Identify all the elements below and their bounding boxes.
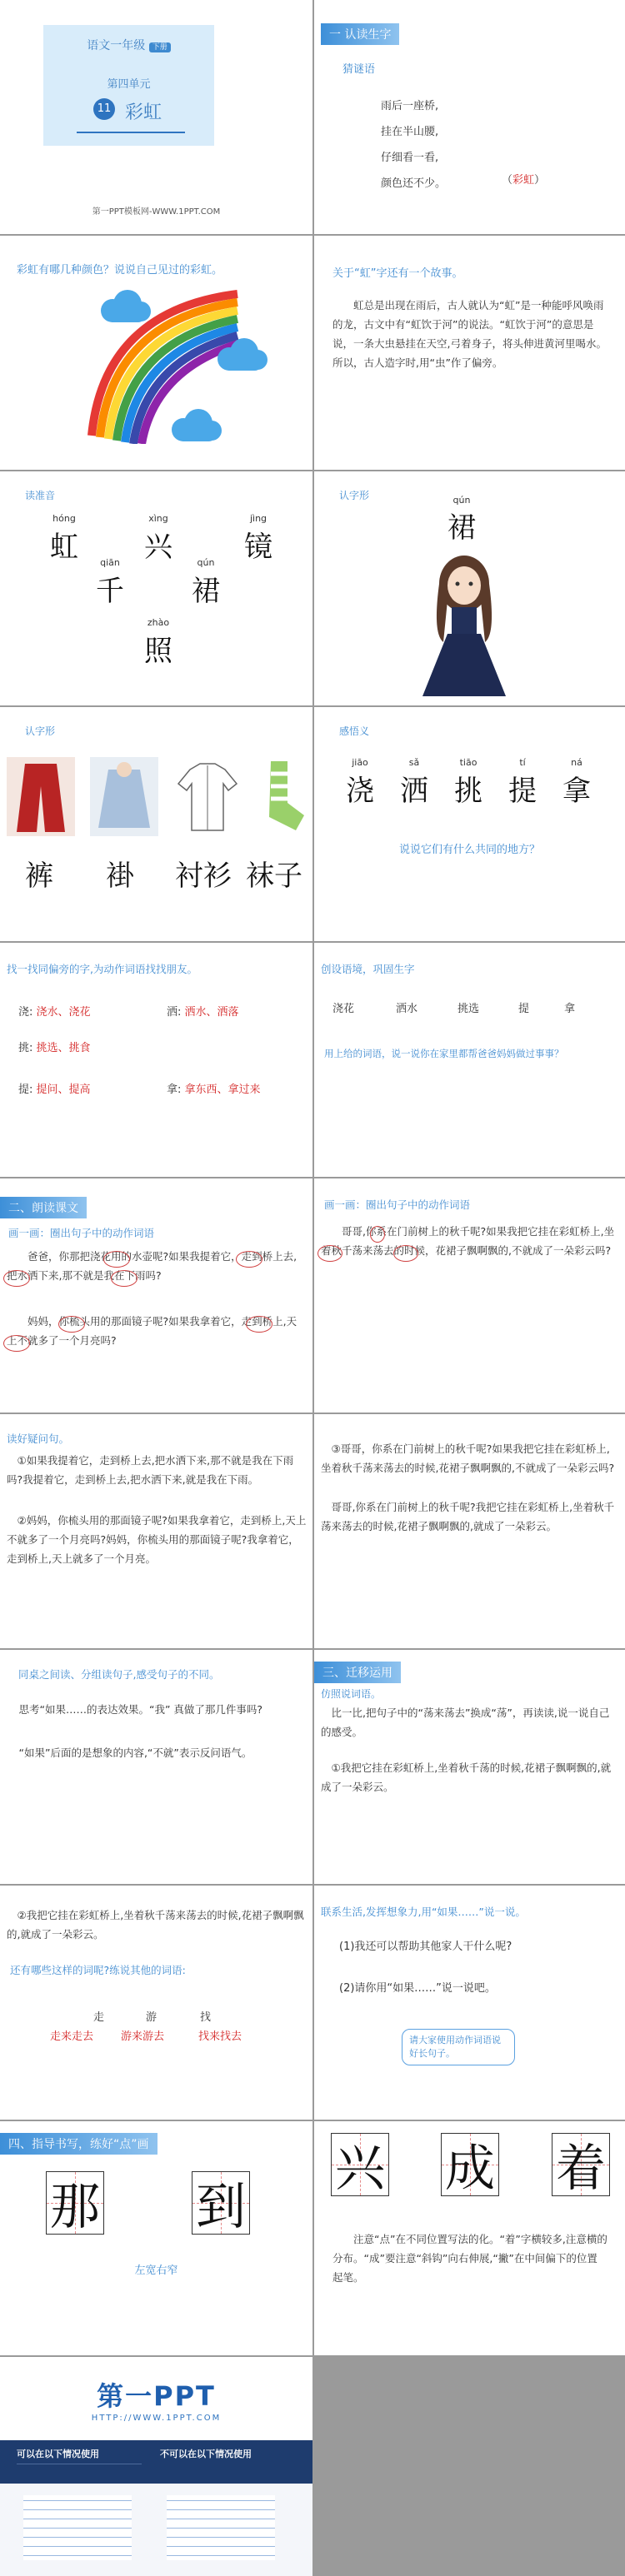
title-underline bbox=[77, 132, 185, 133]
char-card: qún 裙 bbox=[192, 557, 220, 608]
slide-word-practice bbox=[0, 1886, 312, 2120]
brand-url[interactable]: HTTP://WWW.1PPT.COM bbox=[91, 2414, 222, 2423]
disallowed-heading: 不可以在以下情况使用 bbox=[160, 2449, 252, 2459]
cloud-icon bbox=[212, 336, 271, 373]
circle-mark bbox=[246, 1316, 272, 1333]
slide-reading bbox=[0, 1178, 312, 1413]
base-word: 找 bbox=[200, 2011, 212, 2024]
base-word: 游 bbox=[146, 2011, 158, 2024]
pants-image bbox=[7, 757, 75, 836]
char-card: tí 提 bbox=[508, 757, 537, 808]
site-footer: 第一PPT模板网-WWW.1PPT.COM bbox=[92, 207, 221, 217]
circle-mark bbox=[58, 1316, 85, 1333]
section-tag: 一 认读生字 bbox=[321, 23, 399, 45]
story-body: 虹总是出现在雨后，古人就认为“虹”是一种能呼风唤雨的龙，古文中有“虹饮于河”的说法。“虹饮于河”的意思是说，一条大虫悬挂在天空,弓着身子，将头伸进黄河里喝水。所以，古人造字时,用“虫”作了偏旁。 bbox=[332, 299, 607, 369]
slide-questions bbox=[0, 1414, 312, 1648]
slide-meaning bbox=[314, 707, 625, 941]
passage: 哥哥,你系在门前树上的秋千呢?如果我把它挂在彩虹桥上,坐着秋千荡来荡去的时候，花裙子飘啊飘的,不就成了一朵彩云吗? bbox=[321, 1225, 615, 1257]
grade-label: 语文一年级 bbox=[87, 39, 146, 52]
question-text: 彩虹有哪几种颜色？说说自己见过的彩虹。 bbox=[17, 264, 223, 277]
word: 浇花 bbox=[332, 1003, 355, 1015]
lesson-number: 11 bbox=[93, 98, 115, 120]
word-row: 提: 提问、提高 bbox=[18, 1084, 91, 1096]
slide-imagine bbox=[314, 1886, 625, 2120]
instruction: 画一画：圈出句子中的动作词语 bbox=[8, 1227, 155, 1239]
slide-questions-2 bbox=[314, 1414, 625, 1648]
slide-clothing bbox=[0, 707, 312, 941]
word-row: 挑: 挑选、挑食 bbox=[18, 1042, 91, 1054]
word-row: 洒: 洒水、洒落 bbox=[167, 1006, 239, 1019]
char-card: xìng 兴 bbox=[144, 513, 172, 564]
phrase: 游来游去 bbox=[121, 2030, 165, 2043]
jacket-image bbox=[90, 757, 158, 836]
slide-copyright bbox=[0, 2357, 312, 2576]
clothing-word: 衬衫 bbox=[175, 859, 232, 893]
char-card: qiān 千 bbox=[96, 557, 124, 608]
clothing-word: 裤 bbox=[25, 859, 53, 893]
char-card: jiāo 浇 bbox=[346, 757, 374, 808]
passage-1: ①如果我提着它，走到桥上去,把水洒下来,那不就是我在下雨吗?我提着它，走到桥上去,把水洒下来,就是我在下雨。 bbox=[7, 1454, 294, 1486]
slide-title: 认字形 bbox=[339, 490, 370, 501]
circle-mark bbox=[3, 1335, 30, 1352]
word: 提 bbox=[518, 1003, 530, 1015]
section-tag: 四、指导书写，练好“点”画 bbox=[0, 2133, 158, 2155]
socks-image bbox=[246, 757, 311, 836]
slide-title: 同桌之间读、分组读句子,感受句子的不同。 bbox=[18, 1668, 220, 1681]
info-panel bbox=[0, 2440, 312, 2576]
slide-writing bbox=[0, 2121, 312, 2355]
passage-1: ③哥哥，你系在门前树上的秋千呢?如果我把它挂在彩虹桥上,坐着秋千荡来荡去的时候,花裙子飘啊飘的,不就成了一朵彩云吗? bbox=[321, 1442, 615, 1474]
section-tag: 二、朗读课文 bbox=[0, 1197, 87, 1218]
slide-context bbox=[314, 943, 625, 1177]
circle-mark bbox=[103, 1251, 130, 1268]
circle-mark bbox=[370, 1226, 385, 1243]
slide-title: 认字形 bbox=[25, 725, 56, 737]
prompt-2: (2)请你用“如果……”说一说吧。 bbox=[339, 1982, 496, 1995]
char-card: hóng 虹 bbox=[50, 513, 78, 564]
think-text: 思考“如果……的表达效果。“我” 真做了那几件事吗? bbox=[18, 1703, 263, 1716]
phrase: 找来找去 bbox=[198, 2030, 242, 2043]
slide-reading-2 bbox=[314, 1178, 625, 1413]
instruction: 仿照说词语。 bbox=[321, 1688, 382, 1700]
riddle-title: 猜谜语 bbox=[342, 63, 376, 76]
slide-rainbow-question bbox=[0, 236, 312, 470]
cloud-icon bbox=[96, 287, 154, 325]
char-card: zhào 照 bbox=[144, 617, 172, 668]
question-text: 用上给的词语，说一说你在家里都帮爸爸妈妈做过事事？ bbox=[324, 1048, 564, 1059]
writing-tip: 注意“点”在不同位置写法的化。“着”字横较多,注意横的分布。“成”要注意“斜钩”向右伸展,“撇”在中间偏下的位置起笔。 bbox=[332, 2233, 608, 2284]
cloud-icon bbox=[167, 406, 225, 444]
passage: ②我把它挂在彩虹桥上,坐着秋千荡来荡去的时候,花裙子飘啊飘的,就成了一朵彩云。 bbox=[7, 1909, 304, 1941]
slide-title: 创设语境，巩固生字 bbox=[321, 963, 415, 975]
writing-grid: 那 bbox=[46, 2171, 104, 2235]
slide-title: 读好疑问句。 bbox=[7, 1432, 70, 1445]
passage-2: 妈妈，你梳头用的那面镜子呢?如果我拿着它，走到桥上,天上不就多了一个月亮吗? bbox=[7, 1315, 298, 1347]
story-title: 关于“虹”字还有一个故事。 bbox=[332, 267, 463, 280]
unit-label: 第四单元 bbox=[107, 78, 151, 91]
circle-mark bbox=[3, 1270, 30, 1287]
volume-badge: 下册 bbox=[149, 42, 171, 52]
girl-in-skirt-image bbox=[414, 551, 514, 700]
writing-grid: 兴 bbox=[331, 2133, 389, 2196]
prompt-1: (1)我还可以帮助其他家人干什么呢? bbox=[339, 1941, 512, 1953]
word: 拿 bbox=[564, 1003, 576, 1015]
writing-grid: 成 bbox=[441, 2133, 499, 2196]
link-list bbox=[23, 2495, 132, 2560]
word-row: 拿: 拿东西、拿过来 bbox=[167, 1084, 261, 1096]
question-text: 还有哪些这样的词呢?练说其他的词语: bbox=[10, 1964, 186, 1976]
slide-char-shape bbox=[314, 471, 625, 705]
explain-text: “如果”后面的是想象的内容,“不就”表示反问语气。 bbox=[18, 1746, 252, 1759]
char-card: sǎ 洒 bbox=[400, 757, 428, 808]
writing-tip: 左宽右窄 bbox=[134, 2265, 178, 2277]
base-word: 走 bbox=[93, 2011, 105, 2024]
slide-transfer bbox=[314, 1650, 625, 1884]
slide-title: 感悟义 bbox=[339, 725, 370, 737]
passage-2: ②妈妈，你梳头用的那面镜子呢?如果我拿着它，走到桥上,天上不就多了一个月亮吗?妈妈，你梳头用的那面镜子呢?我拿着它，走到桥上,天上就多了一个月亮。 bbox=[7, 1514, 307, 1565]
section-tag: 三、迁移运用 bbox=[314, 1662, 401, 1683]
passage-2: 哥哥,你系在门前树上的秋千呢?我把它挂在彩虹桥上,坐着秋千荡来荡去的时候,花裙子飘啊飘的,就成了一朵彩云。 bbox=[321, 1501, 615, 1532]
riddle-answer: （彩虹） bbox=[502, 174, 546, 187]
char-card: jìng 镜 bbox=[244, 513, 272, 564]
circle-mark bbox=[318, 1245, 342, 1262]
slide-title: 联系生活,发挥想象力,用“如果……”说一说。 bbox=[321, 1906, 526, 1918]
question-text: 比一比,把句子中的“荡来荡去”换成“荡”，再读读,说一说自己的感受。 bbox=[321, 1707, 610, 1738]
phrase: 走来走去 bbox=[50, 2030, 94, 2043]
circle-mark bbox=[393, 1245, 418, 1262]
lesson-title: 彩虹 bbox=[125, 102, 162, 123]
slide-title bbox=[0, 0, 312, 234]
writing-grid: 到 bbox=[192, 2171, 250, 2235]
char-card: tiāo 挑 bbox=[454, 757, 482, 808]
slide-riddle bbox=[314, 0, 625, 234]
word: 洒水 bbox=[396, 1003, 418, 1015]
writing-grid: 着 bbox=[552, 2133, 610, 2196]
word-row: 浇: 浇水、浇花 bbox=[18, 1006, 91, 1019]
info-divider bbox=[17, 2464, 142, 2486]
word: 挑选 bbox=[458, 1003, 480, 1015]
shirt-image bbox=[173, 757, 242, 836]
clothing-word: 袜子 bbox=[246, 859, 302, 893]
riddle-lines: 雨后一座桥, 挂在半山腰, 仔细看一看, 颜色还不少。 bbox=[381, 100, 447, 190]
circle-mark bbox=[236, 1251, 262, 1268]
speech-bubble: 请大家使用动作词语说好长句子。 bbox=[402, 2029, 515, 2065]
slide-writing-2 bbox=[314, 2121, 625, 2355]
link-list bbox=[167, 2495, 275, 2560]
allowed-heading: 可以在以下情况使用 bbox=[17, 2449, 99, 2459]
slide-story bbox=[314, 236, 625, 470]
passage-1: 爸爸，你那把浇花用的水壶呢?如果我提着它，走到桥上去,把水洒下来,那不就是我在下雨吗? bbox=[7, 1250, 298, 1282]
char-pinyin: qún bbox=[452, 495, 471, 506]
char-large: 裙 bbox=[448, 511, 476, 545]
clothing-word: 褂 bbox=[106, 859, 134, 893]
instruction: 画一画：圈出句子中的动作词语 bbox=[324, 1198, 471, 1211]
slide-pronunciation bbox=[0, 471, 312, 705]
char-card: ná 拿 bbox=[562, 757, 591, 808]
slide-title: 找一找同偏旁的字,为动作词语找找朋友。 bbox=[7, 963, 198, 975]
passage: ①我把它挂在彩虹桥上,坐着秋千荡的时候,花裙子飘啊飘的,就成了一朵彩云。 bbox=[321, 1761, 612, 1793]
brand-logo: 第一PPT bbox=[97, 2380, 216, 2412]
slide-compare bbox=[0, 1650, 312, 1884]
question-text: 说说它们有什么共同的地方？ bbox=[398, 844, 540, 856]
slide-title: 读准音 bbox=[25, 490, 56, 501]
circle-mark bbox=[111, 1270, 138, 1287]
title-card bbox=[43, 25, 214, 146]
link-list-area bbox=[0, 2484, 312, 2576]
slide-radicals bbox=[0, 943, 312, 1177]
